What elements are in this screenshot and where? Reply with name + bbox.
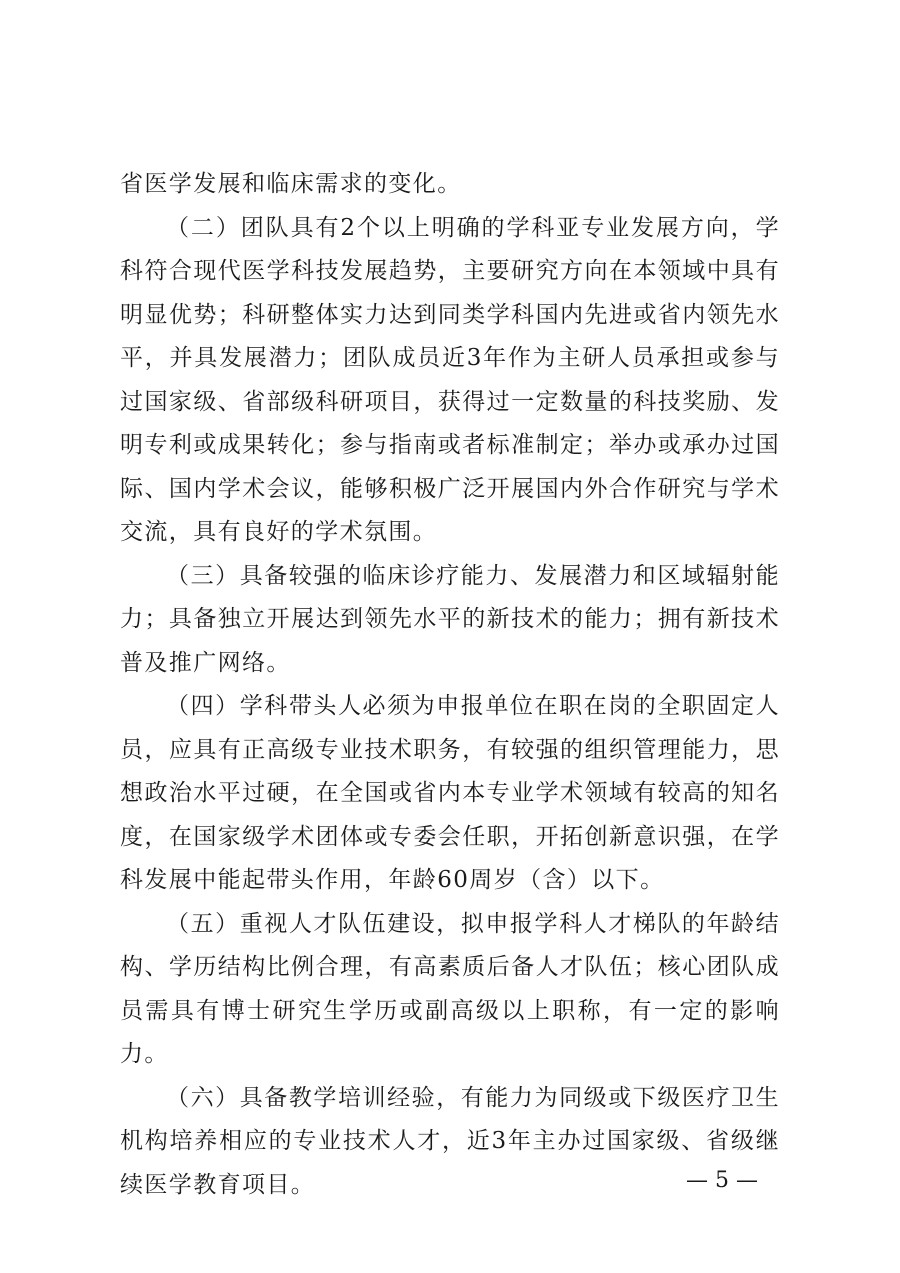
page-number: — 5 — bbox=[686, 1168, 758, 1193]
paragraph-item-3: （三）具备较强的临床诊疗能力、发展潜力和区域辐射能力；具备独立开展达到领先水平的新技术的能力；拥有新技术普及推广网络。 bbox=[120, 562, 780, 676]
paragraph-item-4: （四）学科带头人必须为申报单位在职在岗的全职固定人员，应具有正高级专业技术职务，有较强的组织管理能力，思想政治水平过硬，在全国或省内本专业学术领域有较高的知名度，在国家级学术团体或专委会任职，开拓创新意识强，在学科发展中能起带头作用，年龄60周岁（含）以下。 bbox=[120, 693, 780, 893]
paragraph-item-5: （五）重视人才队伍建设，拟申报学科人才梯队的年龄结构、学历结构比例合理，有高素质后备人才队伍；核心团队成员需具有博士研究生学历或副高级以上职称，有一定的影响力。 bbox=[120, 910, 780, 1067]
document-body bbox=[120, 163, 780, 1207]
paragraph-continuation: 省医学发展和临床需求的变化。 bbox=[120, 171, 462, 197]
paragraph-item-6: （六）具备教学培训经验，有能力为同级或下级医疗卫生机构培养相应的专业技术人才，近3年主办过国家级、省级继续医学教育项目。 bbox=[120, 1084, 780, 1198]
paragraph-item-2: （二）团队具有2个以上明确的学科亚专业发展方向，学科符合现代医学科技发展趋势，主要研究方向在本领域中具有明显优势；科研整体实力达到同类学科国内先进或省内领先水平，并具发展潜力；团队成员近3年作为主研人员承担或参与过国家级、省部级科研项目，获得过一定数量的科技奖励、发明专利或成果转化；参与指南或者标准制定；举办或承办过国际、国内学术会议，能够积极广泛开展国内外合作研究与学术交流，具有良好的学术氛围。 bbox=[120, 214, 780, 545]
